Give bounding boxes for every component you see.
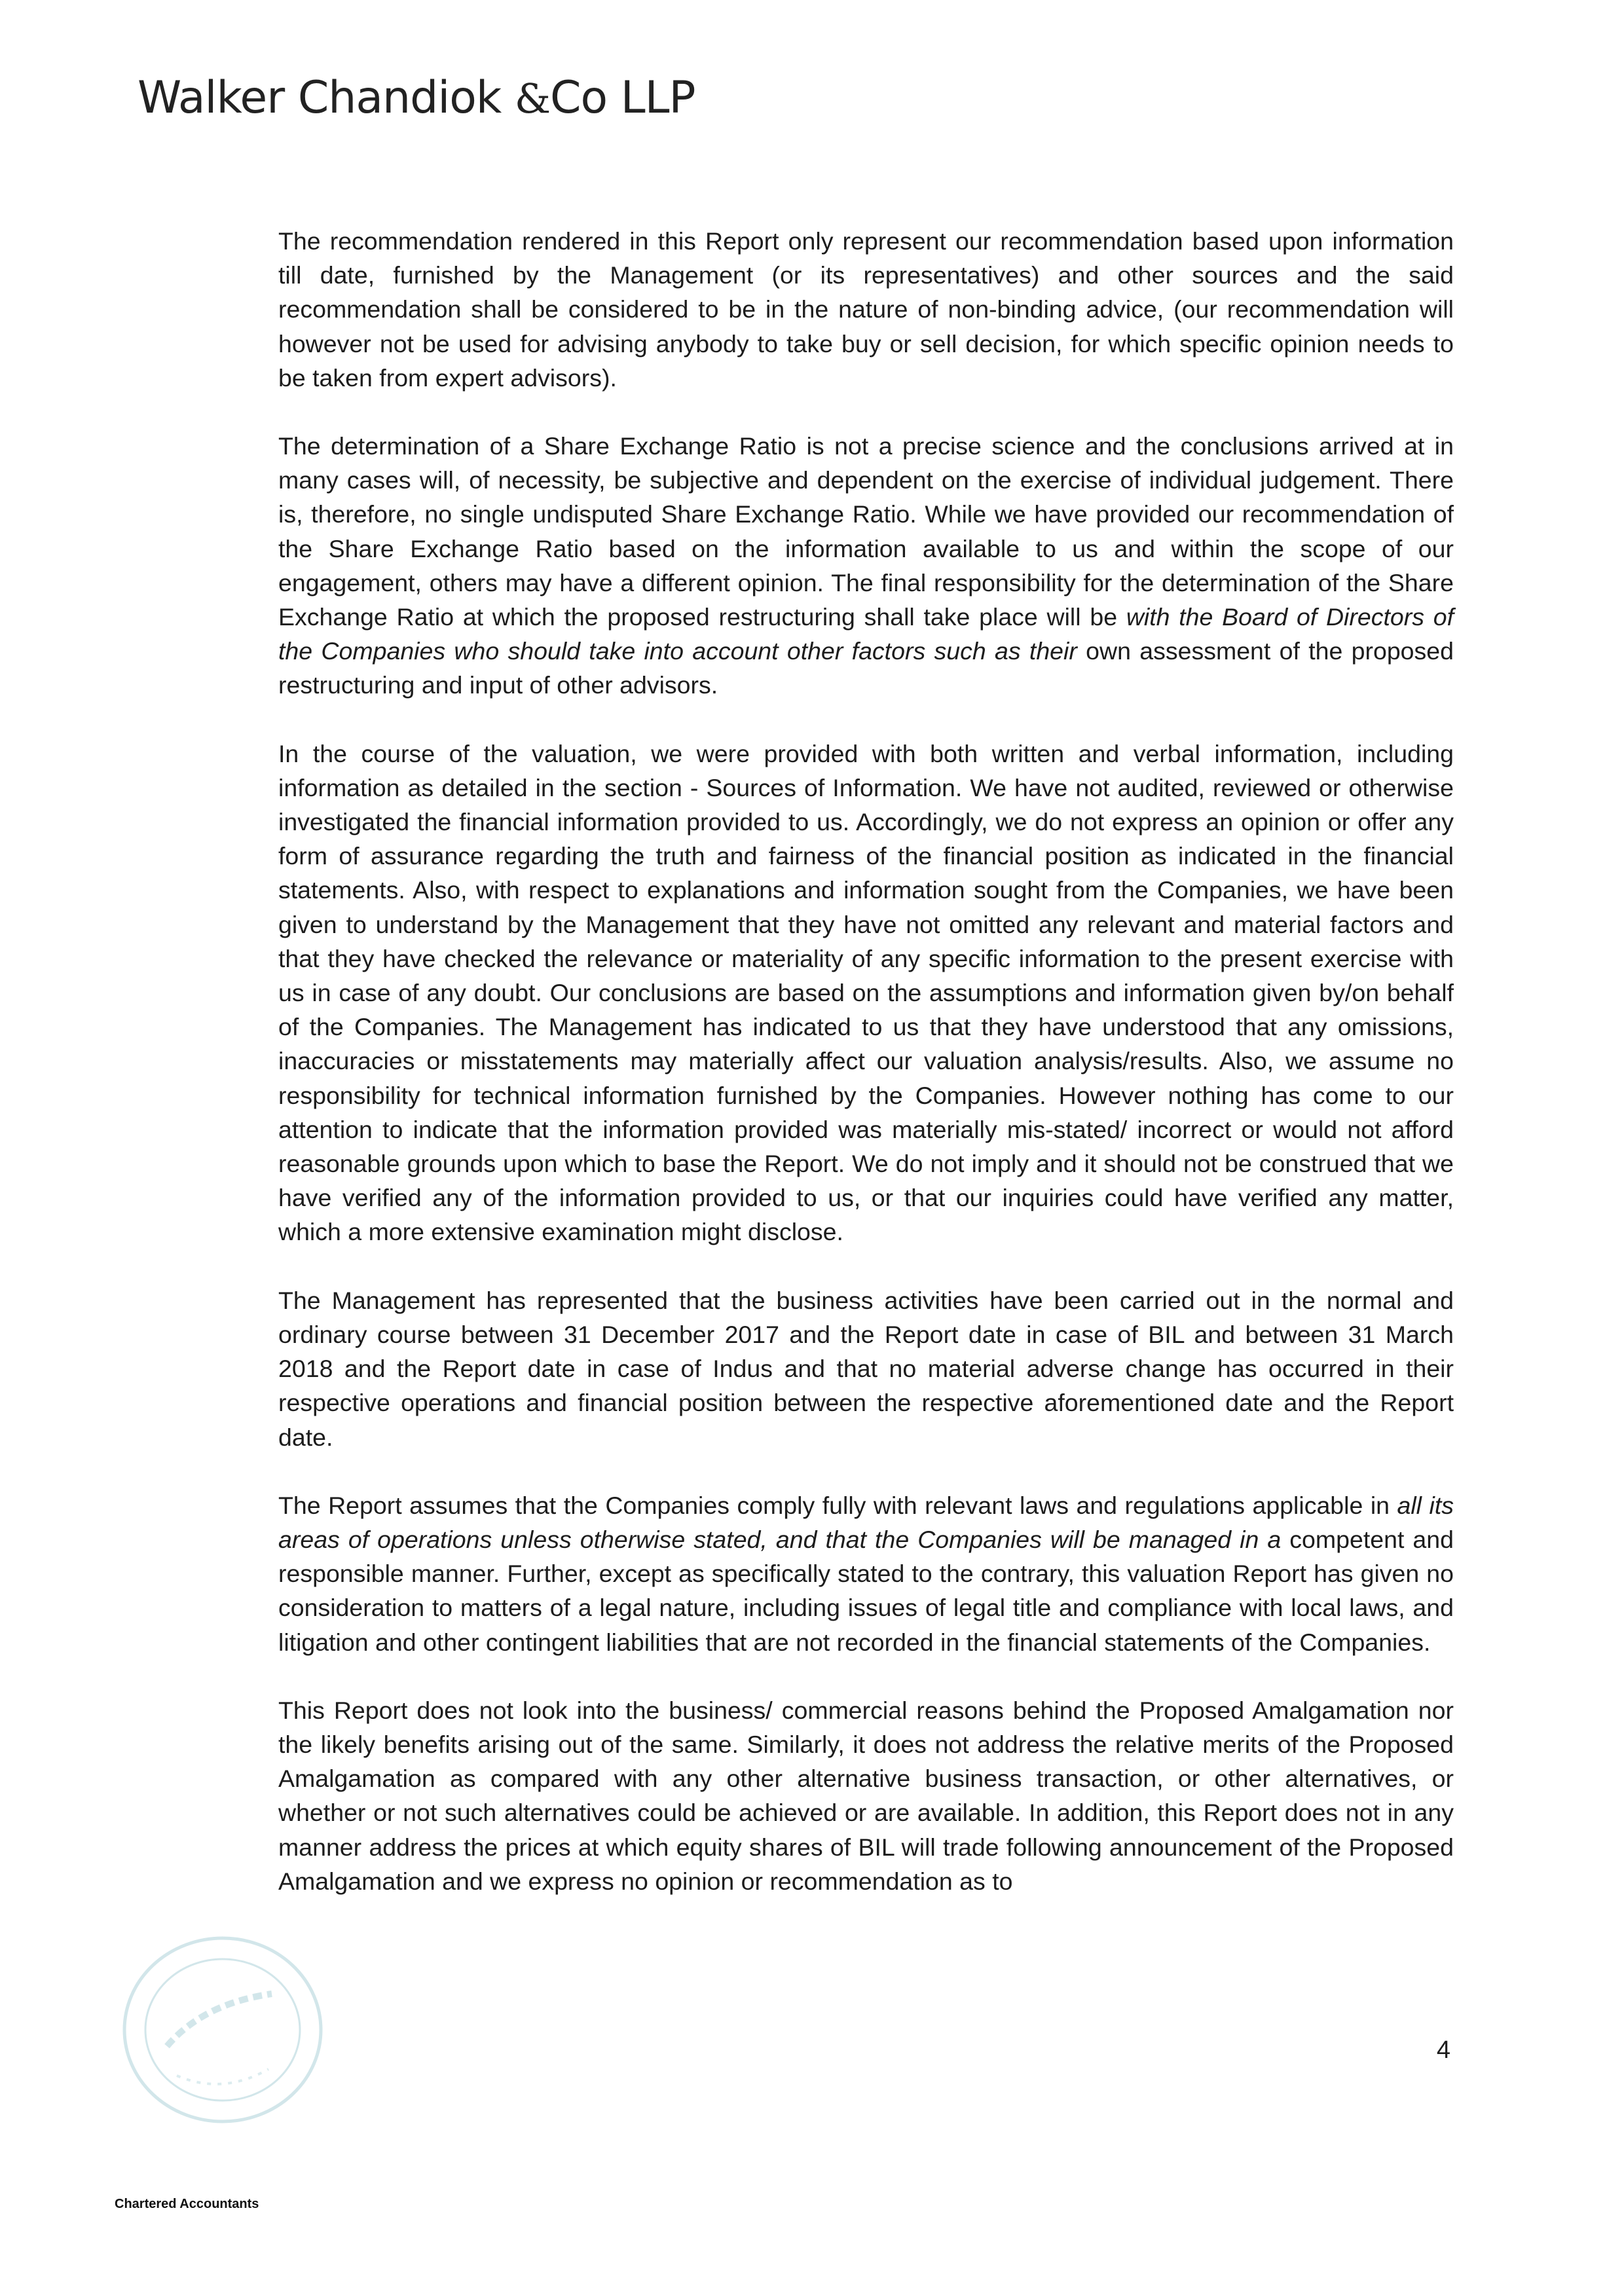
paragraph-information-sources bbox=[278, 737, 1454, 1249]
paragraph-management-representation bbox=[278, 1283, 1454, 1454]
firm-name-ampersand: & bbox=[514, 75, 551, 122]
paragraph-scope-limitation bbox=[278, 1693, 1454, 1898]
footer-label: Chartered Accountants bbox=[115, 2197, 259, 2211]
firm-logo bbox=[138, 72, 695, 124]
paragraph-text: The determination of a Share Exchange Ratio is not a precise science and the conclusions arrived at in many cases will, of necessity, be subjective and dependent on the exercise of individual judgement. There is, therefore, no single undisputed Share Exchange Ratio. While we have provided our recommendation of the Share Exchange Ratio based on the information available to us and within the scope of our engagement, others may have a different opinion. The final responsibility for the determination of the Share Exchange Ratio at which the proposed restructuring shall take place will be bbox=[278, 432, 1454, 631]
paragraph-text: In the course of the valuation, we were provided with both written and verbal information, including information as detailed in the section - Sources of Information. We have not audited, reviewed or otherwise investigated the financial information provided to us. Accordingly, we do not express an opinion or offer any form of assurance regarding the truth and fairness of the financial position as indicated in the financial statements. Also, with respect to explanations and information sought from the Companies, we have been given to understand by the Management that they have not omitted any relevant and material factors and that they have checked the relevance or materiality of any specific information to the present exercise with us in case of any doubt. Our conclusions are based on the assumptions and information given by/on behalf of the Companies. The Management has indicated to us that they have understood that any omissions, inaccuracies or misstatements may materially affect our valuation analysis/results. Also, we assume no responsibility for technical information furnished by the Companies. However nothing has come to our attention to indicate that the information provided was materially mis-stated/ incorrect or would not afford reasonable grounds upon which to base the Report. We do not imply and it should not be construed that we have verified any of the information provided to us, or that our inquiries could have verified any matter, which a more extensive examination might disclose. bbox=[278, 739, 1454, 1246]
paragraph-text: competent and responsible manner. Further, except as specifically stated to the contrary, this valuation Report has given no consideration to matters of a legal nature, including issues of legal title and compliance with local laws, and litigation and other contingent liabilities that are not recorded in the financial statements of the Companies. bbox=[278, 1525, 1454, 1656]
paragraph-text: own assessment of the proposed restructuring and input of other advisors. bbox=[278, 637, 1454, 699]
paragraph-legal-compliance bbox=[278, 1488, 1454, 1659]
paragraph-share-exchange-ratio bbox=[278, 429, 1454, 703]
paragraph-italic-text: all its areas of operations unless otherwise stated, and that the Companies will be managed in a bbox=[278, 1491, 1454, 1553]
firm-name-part2: Co LLP bbox=[550, 72, 695, 124]
paragraph-text: The Report assumes that the Companies comply fully with relevant laws and regulations applicable in bbox=[278, 1491, 1397, 1519]
firm-name-part1: Walker Chandiok bbox=[138, 72, 515, 124]
paragraph-text: The Management has represented that the business activities have been carried out in the normal and ordinary course between 31 December 2017 and the Report date in case of BIL and between 31 March 2018 and the Report date in case of Indus and that no material adverse change has occurred in their respective operations and financial position between the respective aforementioned date and the Report date. bbox=[278, 1286, 1454, 1451]
circular-seal-stamp-icon bbox=[105, 1925, 341, 2141]
paragraph-text: This Report does not look into the business/ commercial reasons behind the Proposed Amalgamation nor the likely benefits arising out of the same. Similarly, it does not address the relative merits of the Proposed Amalgamation as compared with any other alternative business transaction, or other alternatives, or whether or not such alternatives could be achieved or are available. In addition, this Report does not in any manner address the prices at which equity shares of BIL will trade following announcement of the Proposed Amalgamation and we express no opinion or recommendation as to bbox=[278, 1696, 1454, 1895]
paragraph-italic-text: with the Board of Directors of the Companies who should take into account other factors such as their bbox=[278, 603, 1454, 665]
paragraph-text: The recommendation rendered in this Report only represent our recommendation based upon information till date, furnished by the Management (or its representatives) and other sources and the said recommendation shall be considered to be in the nature of non-binding advice, (our recommendation will however not be used for advising anybody to take buy or sell decision, for which specific opinion needs to be taken from expert advisors). bbox=[278, 227, 1454, 392]
paragraph-recommendation bbox=[278, 224, 1454, 395]
report-body bbox=[278, 224, 1454, 1932]
page-number: 4 bbox=[1436, 2036, 1450, 2064]
